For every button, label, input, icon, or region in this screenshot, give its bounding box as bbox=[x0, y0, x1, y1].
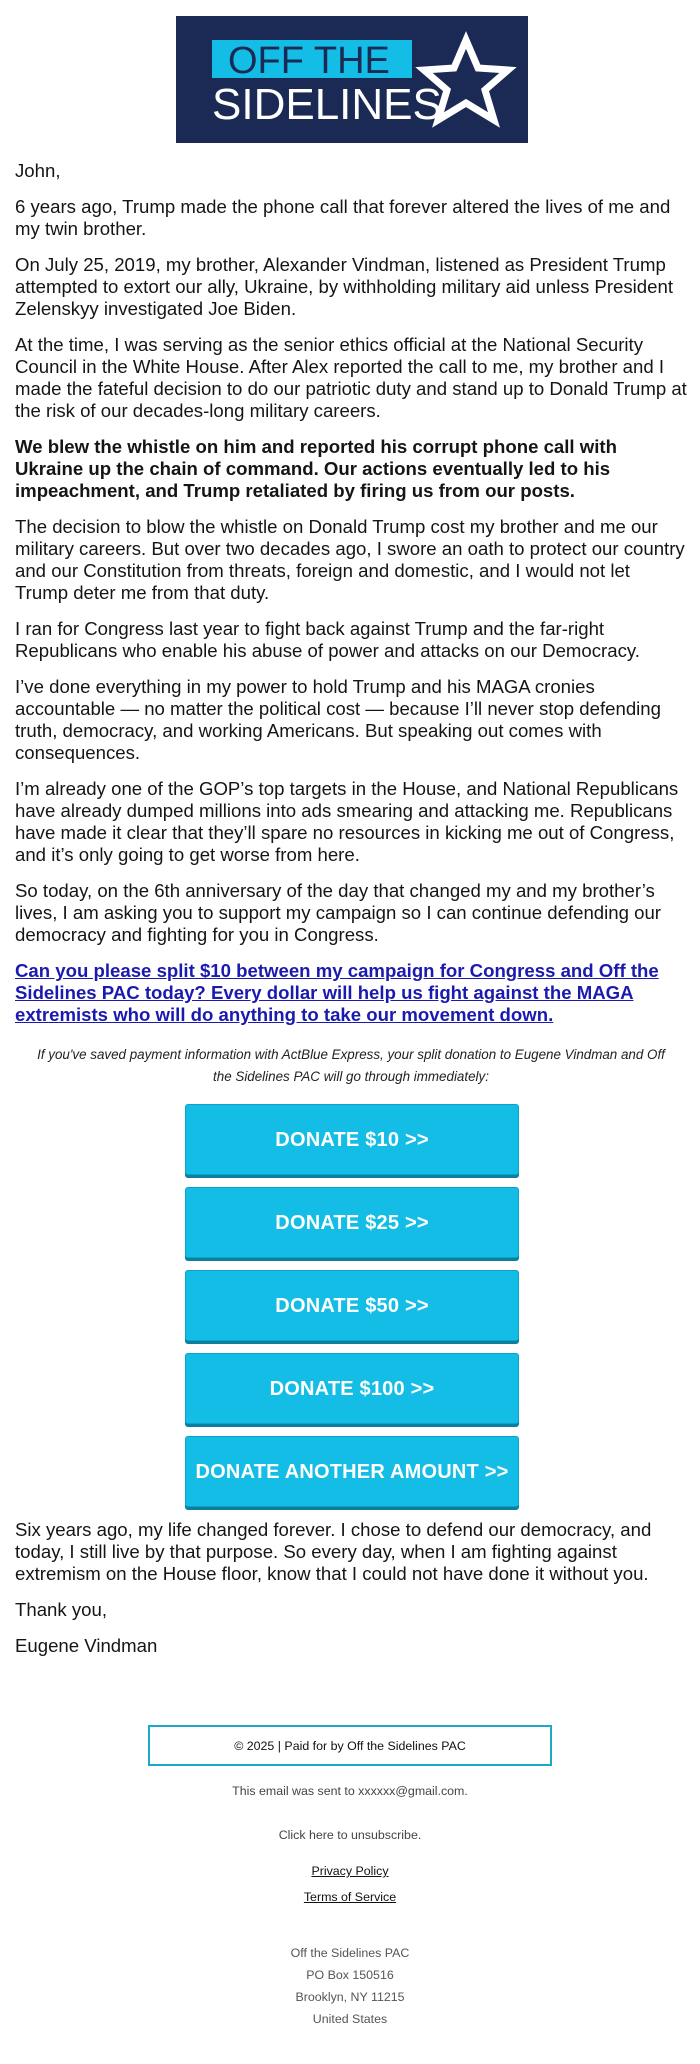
address-line: PO Box 150516 bbox=[306, 1968, 394, 1982]
donate-10-button[interactable]: DONATE $10 >> bbox=[185, 1104, 519, 1175]
sent-to-text: This email was sent to xxxxxx@gmail.com. bbox=[232, 1784, 468, 1798]
donate-50-button[interactable]: DONATE $50 >> bbox=[185, 1270, 519, 1341]
paragraph: At the time, I was serving as the senior ethics official at the National Security Council in the White House. After Alex reported the call to me, my brother and I made the fateful decision to do our patriotic duty and stand up to Donald Trump at the risk of our decades-long military careers. bbox=[15, 334, 687, 421]
address-line: Off the Sidelines PAC bbox=[290, 1946, 410, 1960]
paragraph: The decision to blow the whistle on Donald Trump cost my brother and me our military careers. But over two decades ago, I swore an oath to protect our country and our Constitution from threats, foreign and domestic, and I would not let Trump deter me from that duty. bbox=[15, 516, 685, 603]
terms-of-service-link[interactable]: Terms of Service bbox=[303, 1890, 397, 1904]
address-line: United States bbox=[312, 2012, 388, 2026]
paragraph: Six years ago, my life changed forever. I chose to defend our democracy, and today, I still live by that purpose. So every day, when I am fighting against extremism on the House floor, know that I could not have done it without you. bbox=[15, 1519, 652, 1584]
donate-25-button[interactable]: DONATE $25 >> bbox=[185, 1187, 519, 1258]
bold-paragraph: We blew the whistle on him and reported his corrupt phone call with Ukraine up the chain of command. Our actions eventually led to his impeachment, and Trump retaliated by firing us from our posts. bbox=[15, 436, 617, 501]
actblue-note: If you've saved payment information with ActBlue Express, your split donation to Eugene Vindman and Off the Sidelines PAC will go through immediately: bbox=[37, 1047, 665, 1084]
paragraph: I ran for Congress last year to fight back against Trump and the far-right Republicans who enable his abuse of power and attacks on our Democracy. bbox=[15, 618, 640, 661]
donate-buttons bbox=[15, 1104, 687, 1507]
cta-link[interactable]: Can you please split $10 between my campaign for Congress and Off the Sidelines PAC today? Every dollar will help us fight against the MAGA extremists who will do anything to take our movement down. bbox=[15, 960, 659, 1025]
paragraph: 6 years ago, Trump made the phone call that forever altered the lives of me and my twin brother. bbox=[15, 196, 671, 239]
signature: Eugene Vindman bbox=[15, 1635, 158, 1656]
logo-graphic bbox=[176, 16, 528, 143]
address-line: Brooklyn, NY 11215 bbox=[295, 1990, 405, 2004]
cta-paragraph bbox=[15, 960, 687, 1026]
paragraph: I’m already one of the GOP’s top targets in the House, and National Republicans have already dumped millions into ads smearing and attacking me. Republicans have made it clear that they’ll spare no resources in kicking me out of Congress, and it’s only going to get worse from here. bbox=[15, 778, 679, 865]
donate-100-button[interactable]: DONATE $100 >> bbox=[185, 1353, 519, 1424]
privacy-policy-link[interactable]: Privacy Policy bbox=[311, 1864, 389, 1878]
logo-line2: SIDELINES bbox=[212, 80, 442, 129]
footer bbox=[0, 1725, 700, 2030]
donate-other-button[interactable]: DONATE ANOTHER AMOUNT >> bbox=[185, 1436, 519, 1507]
paragraph: So today, on the 6th anniversary of the day that changed my and my brother’s lives, I am asking you to support my campaign so I can continue defending our democracy and fighting for you in Congress. bbox=[15, 880, 661, 945]
email-body bbox=[15, 160, 687, 1671]
logo[interactable] bbox=[176, 16, 528, 143]
unsubscribe-link[interactable]: Click here to unsubscribe. bbox=[278, 1828, 422, 1842]
paid-for-disclaimer: © 2025 | Paid for by Off the Sidelines PAC bbox=[148, 1725, 552, 1766]
greeting: John, bbox=[15, 160, 61, 181]
mailing-address bbox=[0, 1942, 700, 2030]
signoff: Thank you, bbox=[15, 1599, 107, 1620]
paragraph: I’ve done everything in my power to hold Trump and his MAGA cronies accountable — no matter the political cost — because I’ll never stop defending truth, democracy, and working Americans. But speaking out comes with consequences. bbox=[15, 676, 661, 763]
logo-line1: OFF THE bbox=[228, 40, 390, 82]
paragraph: On July 25, 2019, my brother, Alexander Vindman, listened as President Trump attempted to extort our ally, Ukraine, by withholding military aid unless President Zelenskyy investigated Joe Biden. bbox=[15, 254, 673, 319]
